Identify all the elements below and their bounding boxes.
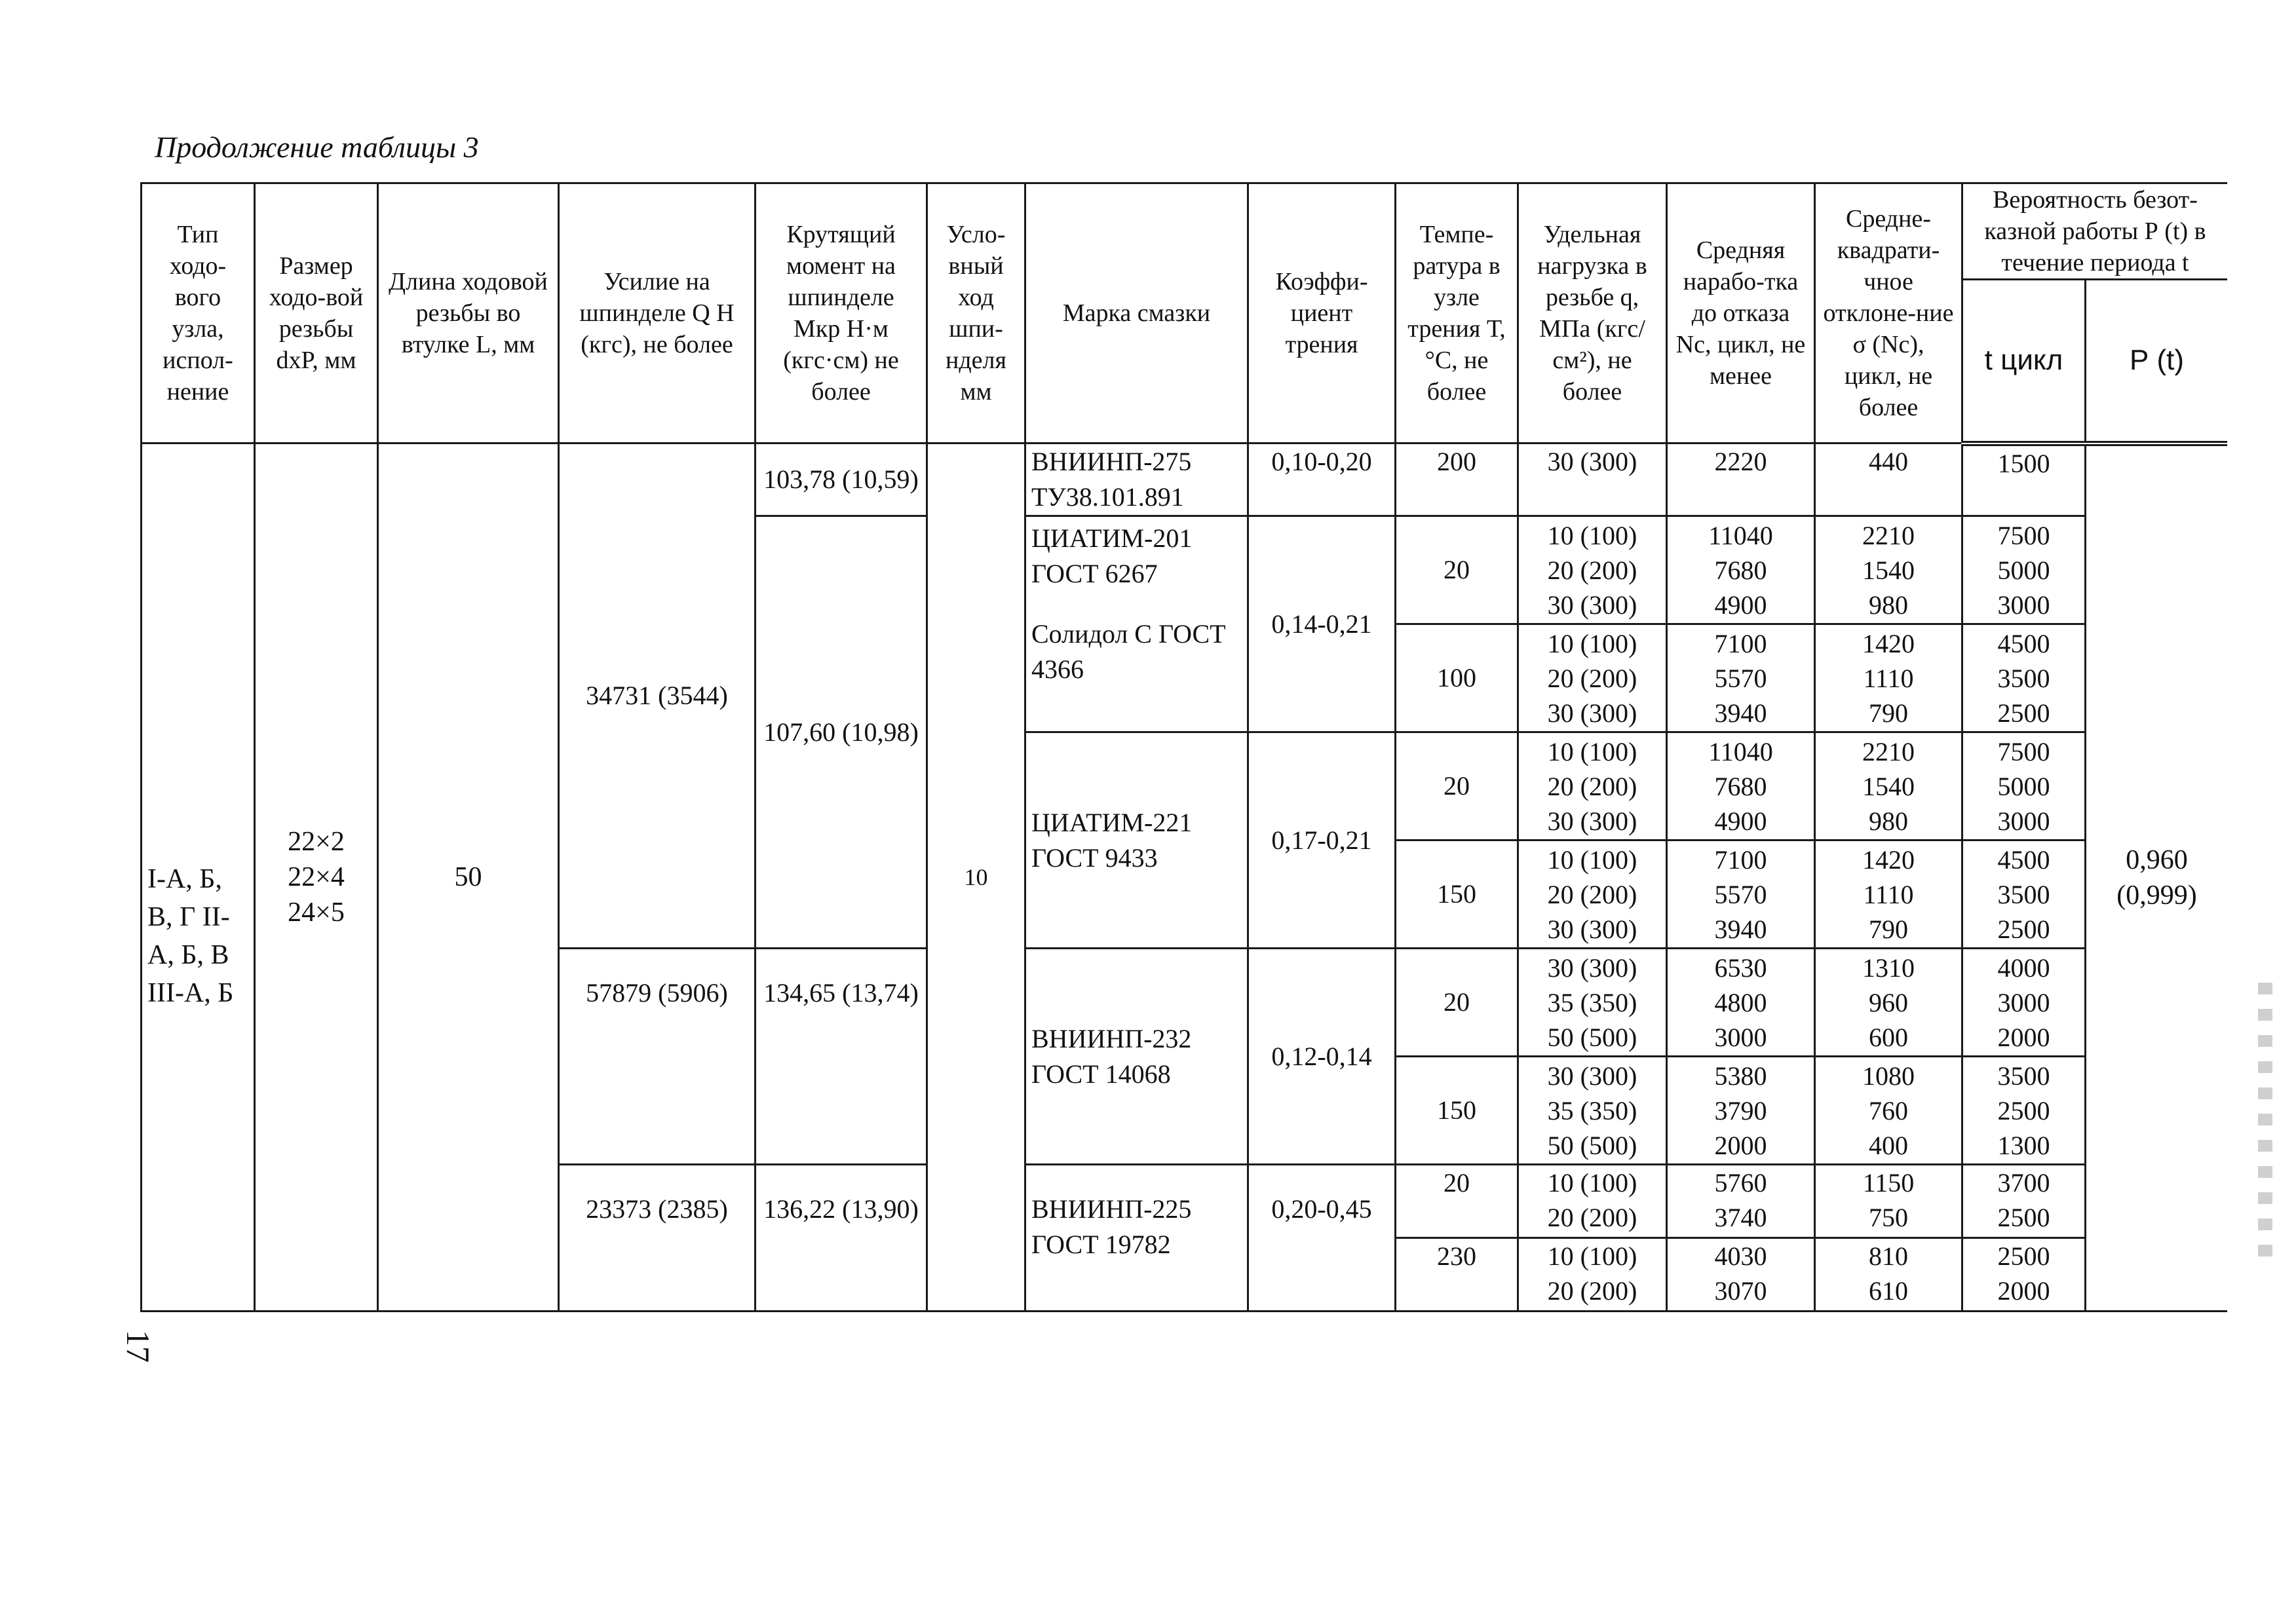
cell-life-0: 2220 — [1667, 444, 1815, 516]
cell-temp-0: 200 — [1396, 444, 1518, 516]
cell-std-1: 2210 1540 980 — [1815, 516, 1962, 624]
cell-std-3: 2210 1540 980 — [1815, 732, 1962, 840]
cell-torque-3: 134,65 (13,74) — [756, 949, 927, 1165]
header-t-cycles: t цикл — [1962, 280, 2086, 444]
cell-t-7: 3700 2500 — [1962, 1165, 2086, 1238]
cell-std-4: 1420 1110 790 — [1815, 840, 1962, 949]
cell-torque-4: 136,22 (13,90) — [756, 1165, 927, 1312]
cell-load-2: 10 (100) 20 (200) 30 (300) — [1518, 624, 1667, 732]
cell-load-4: 10 (100) 20 (200) 30 (300) — [1518, 840, 1667, 949]
header-specific-load: Удельная нагрузка в резьбе q, МПа (кгс/см²), не более — [1518, 183, 1667, 444]
cell-type: I-А, Б, В, Г II-А, Б, В III-А, Б — [142, 444, 255, 1312]
cell-life-6: 5380 3790 2000 — [1667, 1057, 1815, 1165]
cell-life-5: 6530 4800 3000 — [1667, 949, 1815, 1057]
cell-t-2: 4500 3500 2500 — [1962, 624, 2086, 732]
cell-friction-2: 0,14-0,21 — [1248, 516, 1396, 732]
cell-std-7: 1150 750 — [1815, 1165, 1962, 1238]
cell-grease-5: ВНИИНП-225 ГОСТ 19782 — [1025, 1165, 1248, 1312]
cell-force-3: 23373 (2385) — [559, 1165, 756, 1312]
cell-std-0: 440 — [1815, 444, 1962, 516]
cell-temp-2: 100 — [1396, 624, 1518, 732]
header-friction: Коэффи-циент трения — [1248, 183, 1396, 444]
cell-t-0: 1500 — [1962, 444, 2086, 516]
cell-force-2: 57879 (5906) — [559, 949, 756, 1165]
table-container — [140, 182, 2227, 1312]
cell-std-5: 1310 960 600 — [1815, 949, 1962, 1057]
cell-grease-4: ВНИИНП-232 ГОСТ 14068 — [1025, 949, 1248, 1165]
cell-temp-8: 230 — [1396, 1238, 1518, 1312]
cell-temp-7: 20 — [1396, 1165, 1518, 1238]
cell-stroke: 10 — [927, 444, 1025, 1312]
cell-life-8: 4030 3070 — [1667, 1238, 1815, 1312]
cell-friction-4: 0,12-0,14 — [1248, 949, 1396, 1165]
cell-load-8: 10 (100) 20 (200) — [1518, 1238, 1667, 1312]
edge-scan-mark — [2258, 983, 2272, 1258]
table-caption: Продолжение таблицы 3 — [155, 130, 479, 164]
cell-friction-3: 0,17-0,21 — [1248, 732, 1396, 949]
grease-2-name: ЦИАТИМ-201 ГОСТ 6267 — [1031, 523, 1193, 588]
header-type: Тип ходо-вого узла, испол-нение — [142, 183, 255, 444]
cell-t-6: 3500 2500 1300 — [1962, 1057, 2086, 1165]
header-temperature: Темпе-ратура в узле трения Т, °С, не более — [1396, 183, 1518, 444]
cell-grease-2 — [1025, 516, 1248, 732]
cell-temp-3: 20 — [1396, 732, 1518, 840]
cell-probability: 0,960 (0,999) — [2086, 444, 2228, 1312]
cell-life-7: 5760 3740 — [1667, 1165, 1815, 1238]
cell-torque-2: 107,60 (10,98) — [756, 516, 927, 949]
header-torque: Крутящий момент на шпинделе Мкр Н·м (кгс·см) не более — [756, 183, 927, 444]
cell-t-5: 4000 3000 2000 — [1962, 949, 2086, 1057]
cell-t-8: 2500 2000 — [1962, 1238, 2086, 1312]
cell-load-6: 30 (300) 35 (350) 50 (500) — [1518, 1057, 1667, 1165]
cell-life-1: 11040 7680 4900 — [1667, 516, 1815, 624]
grease-2-alt-name: Солидол С ГОСТ 4366 — [1031, 619, 1226, 684]
cell-t-1: 7500 5000 3000 — [1962, 516, 2086, 624]
cell-temp-4: 150 — [1396, 840, 1518, 949]
cell-std-6: 1080 760 400 — [1815, 1057, 1962, 1165]
cell-load-7: 10 (100) 20 (200) — [1518, 1165, 1667, 1238]
header-thread-length: Длина ходовой резьбы во втулке L, мм — [378, 183, 559, 444]
cell-temp-5: 20 — [1396, 949, 1518, 1057]
cell-temp-1: 20 — [1396, 516, 1518, 624]
cell-load-0: 30 (300) — [1518, 444, 1667, 516]
cell-temp-6: 150 — [1396, 1057, 1518, 1165]
cell-friction-1: 0,10-0,20 — [1248, 444, 1396, 516]
cell-std-8: 810 610 — [1815, 1238, 1962, 1312]
header-mean-life: Средняя нарабо-тка до отказа Nс, цикл, не менее — [1667, 183, 1815, 444]
cell-load-5: 30 (300) 35 (350) 50 (500) — [1518, 949, 1667, 1057]
cell-load-3: 10 (100) 20 (200) 30 (300) — [1518, 732, 1667, 840]
header-thread-size: Размер ходо-вой резьбы dxP, мм — [255, 183, 378, 444]
cell-thread-size: 22×2 22×4 24×5 — [255, 444, 378, 1312]
cell-force-1: 34731 (3544) — [559, 444, 756, 949]
cell-life-2: 7100 5570 3940 — [1667, 624, 1815, 732]
header-p-t: Р (t) — [2086, 280, 2228, 444]
cell-t-4: 4500 3500 2500 — [1962, 840, 2086, 949]
page-number: 17 — [120, 1330, 157, 1363]
header-spindle-force: Усилие на шпинделе Q Н (кгс), не более — [559, 183, 756, 444]
cell-std-2: 1420 1110 790 — [1815, 624, 1962, 732]
header-stroke: Усло-вный ход шпи-ндeля мм — [927, 183, 1025, 444]
cell-thread-length: 50 — [378, 444, 559, 1312]
lubrication-data-table — [140, 182, 2227, 1312]
cell-grease-3: ЦИАТИМ-221 ГОСТ 9433 — [1025, 732, 1248, 949]
cell-life-4: 7100 5570 3940 — [1667, 840, 1815, 949]
header-std-deviation: Средне-квадрати-чное отклоне-ние σ (Nс), цикл, не более — [1815, 183, 1962, 444]
cell-grease-1: ВНИИНП-275 ТУ38.101.891 — [1025, 444, 1248, 516]
header-grease: Марка смазки — [1025, 183, 1248, 444]
cell-friction-5: 0,20-0,45 — [1248, 1165, 1396, 1312]
cell-torque-1: 103,78 (10,59) — [756, 444, 927, 516]
cell-life-3: 11040 7680 4900 — [1667, 732, 1815, 840]
header-probability: Вероятность безот-казной работы Р (t) в течение периода t — [1962, 183, 2228, 280]
cell-load-1: 10 (100) 20 (200) 30 (300) — [1518, 516, 1667, 624]
cell-t-3: 7500 5000 3000 — [1962, 732, 2086, 840]
